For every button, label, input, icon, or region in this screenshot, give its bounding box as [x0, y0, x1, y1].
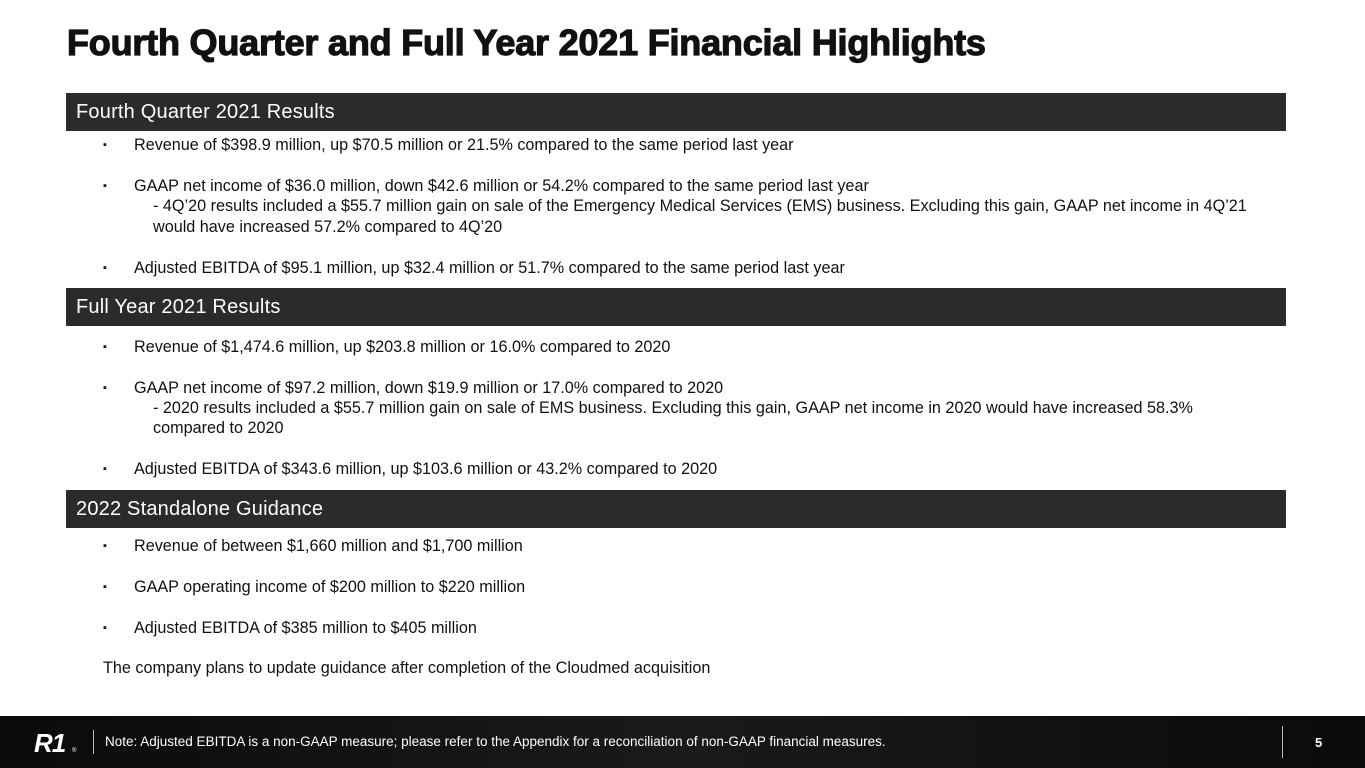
bullet-text: GAAP operating income of $200 million to $220 million	[134, 578, 526, 596]
section-heading-guidance: 2022 Standalone Guidance	[66, 490, 1286, 528]
bullet-icon: ▪	[103, 463, 107, 475]
bullet-text: Adjusted EBITDA of $343.6 million, up $103.6 million or 43.2% compared to 2020	[134, 460, 718, 478]
guidance-closing-note: The company plans to update guidance after completion of the Cloudmed acquisition	[103, 659, 711, 677]
footer	[0, 716, 1365, 768]
footer-divider-right	[1282, 726, 1283, 758]
bullet-icon: ▪	[103, 382, 107, 394]
bullet-text: GAAP net income of $97.2 million, down $19.9 million or 17.0% compared to 2020	[134, 379, 724, 397]
bullet-text: GAAP net income of $36.0 million, down $42.6 million or 54.2% compared to the same period last year	[134, 177, 869, 195]
section-heading-fy: Full Year 2021 Results	[66, 288, 1286, 326]
bullet-icon: ▪	[103, 622, 107, 634]
bullet-icon: ▪	[103, 540, 107, 552]
sub-note: - 2020 results included a $55.7 million gain on sale of EMS business. Excluding this gain, GAAP net income in 2020 would have increased 58.3%	[153, 399, 1193, 417]
sub-note: - 4Q’20 results included a $55.7 million gain on sale of the Emergency Medical Services (EMS) business. Excluding this gain, GAAP net income in 4Q’21	[153, 197, 1247, 215]
bullet-text: Revenue of between $1,660 million and $1,700 million	[134, 537, 523, 555]
bullet-icon: ▪	[103, 581, 107, 593]
footer-divider	[93, 730, 94, 754]
bullet-text: Adjusted EBITDA of $95.1 million, up $32.4 million or 51.7% compared to the same period last year	[134, 259, 845, 277]
bullet-icon: ▪	[103, 180, 107, 192]
page-title: Fourth Quarter and Full Year 2021 Financial Highlights	[67, 22, 986, 63]
bullet-text: Revenue of $398.9 million, up $70.5 million or 21.5% compared to the same period last year	[134, 136, 794, 154]
bullet-icon: ▪	[103, 341, 107, 353]
sub-note: would have increased 57.2% compared to 4Q’20	[153, 218, 503, 236]
bullet-icon: ▪	[103, 262, 107, 274]
sub-note: compared to 2020	[153, 419, 284, 437]
section-heading-q4: Fourth Quarter 2021 Results	[66, 93, 1286, 131]
page-number: 5	[1315, 735, 1323, 750]
company-logo: R1	[34, 728, 66, 758]
registered-mark: ®	[72, 748, 77, 754]
footer-note: Note: Adjusted EBITDA is a non-GAAP measure; please refer to the Appendix for a reconciliation of non-GAAP financial measures.	[105, 734, 886, 749]
bullet-icon: ▪	[103, 139, 107, 151]
bullet-text: Revenue of $1,474.6 million, up $203.8 million or 16.0% compared to 2020	[134, 338, 671, 356]
bullet-text: Adjusted EBITDA of $385 million to $405 million	[134, 619, 477, 637]
